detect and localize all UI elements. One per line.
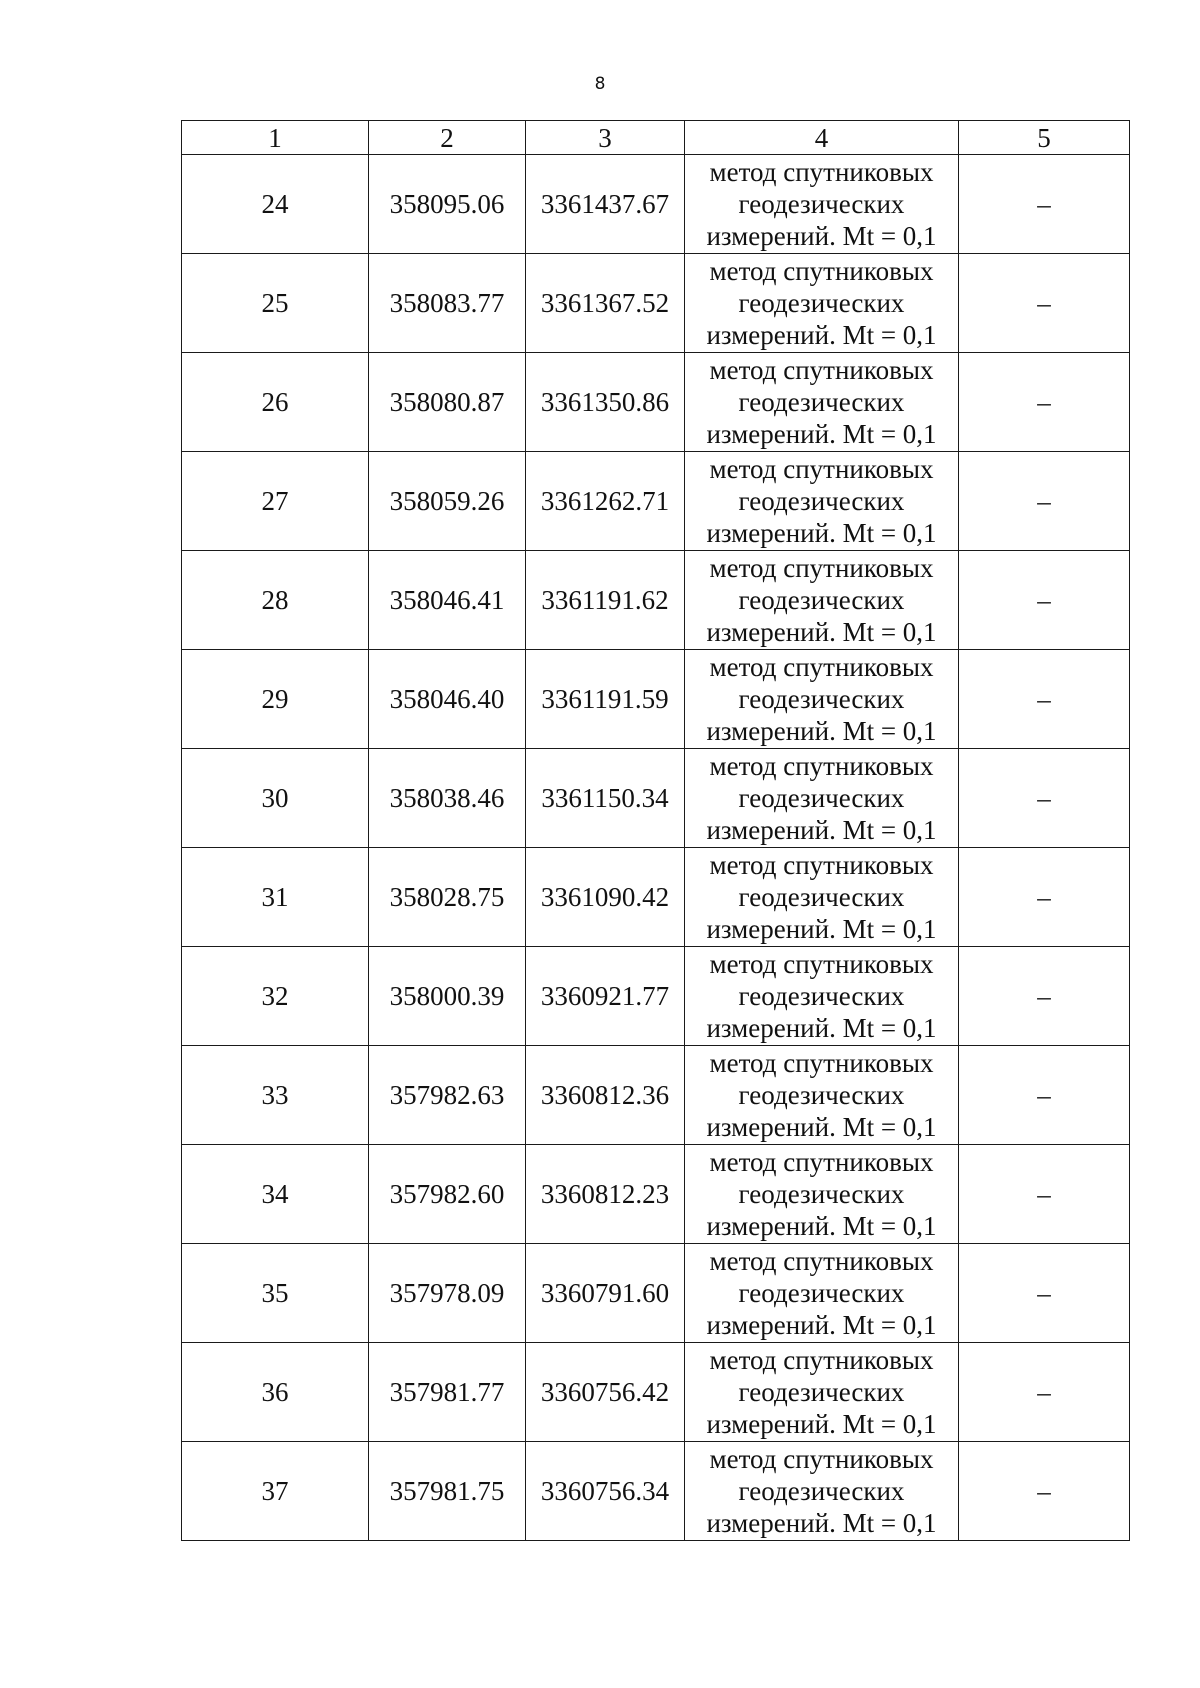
method-line: геодезических <box>738 684 905 714</box>
table-row <box>182 848 1130 947</box>
table-row <box>182 452 1130 551</box>
y-coordinate-cell: 3361437.67 <box>526 155 685 254</box>
y-coordinate-cell: 3360791.60 <box>526 1244 685 1343</box>
x-coordinate-cell: 358083.77 <box>369 254 526 353</box>
method-line: метод спутниковых <box>709 157 934 187</box>
note-cell: – <box>959 1046 1130 1145</box>
x-coordinate-cell: 357978.09 <box>369 1244 526 1343</box>
note-cell: – <box>959 749 1130 848</box>
point-number-cell: 33 <box>182 1046 369 1145</box>
method-line: геодезических <box>738 585 905 615</box>
method-cell <box>685 947 959 1046</box>
x-coordinate-cell: 358028.75 <box>369 848 526 947</box>
table-row <box>182 749 1130 848</box>
method-cell <box>685 848 959 947</box>
method-line: метод спутниковых <box>709 1246 934 1276</box>
method-cell <box>685 155 959 254</box>
method-line: геодезических <box>738 1278 905 1308</box>
y-coordinate-cell: 3360812.23 <box>526 1145 685 1244</box>
table-row <box>182 155 1130 254</box>
column-header-3: 3 <box>526 121 685 155</box>
y-coordinate-cell: 3360812.36 <box>526 1046 685 1145</box>
column-header-4: 4 <box>685 121 959 155</box>
method-line: геодезических <box>738 486 905 516</box>
table-row <box>182 1046 1130 1145</box>
table-row <box>182 1244 1130 1343</box>
point-number-cell: 34 <box>182 1145 369 1244</box>
method-cell <box>685 353 959 452</box>
table-row <box>182 353 1130 452</box>
note-cell: – <box>959 1145 1130 1244</box>
method-line: метод спутниковых <box>709 1147 934 1177</box>
point-number-cell: 26 <box>182 353 369 452</box>
method-line: измерений. Mt = 0,1 <box>706 1112 937 1142</box>
y-coordinate-cell: 3361262.71 <box>526 452 685 551</box>
note-cell: – <box>959 1442 1130 1541</box>
method-line: метод спутниковых <box>709 652 934 682</box>
column-header-5: 5 <box>959 121 1130 155</box>
point-number-cell: 24 <box>182 155 369 254</box>
table-row <box>182 947 1130 1046</box>
method-line: измерений. Mt = 0,1 <box>706 1310 937 1340</box>
point-number-cell: 36 <box>182 1343 369 1442</box>
method-line: измерений. Mt = 0,1 <box>706 1409 937 1439</box>
method-line: геодезических <box>738 1080 905 1110</box>
method-line: метод спутниковых <box>709 1345 934 1375</box>
table-row <box>182 551 1130 650</box>
method-line: измерений. Mt = 0,1 <box>706 716 937 746</box>
table-header-row <box>182 121 1130 155</box>
method-line: метод спутниковых <box>709 355 934 385</box>
point-number-cell: 37 <box>182 1442 369 1541</box>
method-cell <box>685 1145 959 1244</box>
x-coordinate-cell: 357981.77 <box>369 1343 526 1442</box>
method-line: измерений. Mt = 0,1 <box>706 320 937 350</box>
method-line: метод спутниковых <box>709 1048 934 1078</box>
x-coordinate-cell: 357982.60 <box>369 1145 526 1244</box>
method-line: измерений. Mt = 0,1 <box>706 1508 937 1538</box>
point-number-cell: 25 <box>182 254 369 353</box>
method-line: измерений. Mt = 0,1 <box>706 617 937 647</box>
method-line: метод спутниковых <box>709 751 934 781</box>
page-number: 8 <box>594 74 606 94</box>
note-cell: – <box>959 1343 1130 1442</box>
method-line: измерений. Mt = 0,1 <box>706 914 937 944</box>
y-coordinate-cell: 3361090.42 <box>526 848 685 947</box>
point-number-cell: 31 <box>182 848 369 947</box>
method-line: геодезических <box>738 1377 905 1407</box>
note-cell: – <box>959 155 1130 254</box>
method-line: метод спутниковых <box>709 454 934 484</box>
method-cell <box>685 1442 959 1541</box>
x-coordinate-cell: 358080.87 <box>369 353 526 452</box>
note-cell: – <box>959 947 1130 1046</box>
method-cell <box>685 551 959 650</box>
method-cell <box>685 254 959 353</box>
point-number-cell: 27 <box>182 452 369 551</box>
x-coordinate-cell: 358046.41 <box>369 551 526 650</box>
note-cell: – <box>959 1244 1130 1343</box>
coordinates-table <box>181 120 1130 1541</box>
y-coordinate-cell: 3360756.42 <box>526 1343 685 1442</box>
method-line: метод спутниковых <box>709 1444 934 1474</box>
point-number-cell: 35 <box>182 1244 369 1343</box>
column-header-1: 1 <box>182 121 369 155</box>
table-body <box>182 155 1130 1541</box>
point-number-cell: 29 <box>182 650 369 749</box>
note-cell: – <box>959 848 1130 947</box>
method-cell <box>685 650 959 749</box>
method-line: геодезических <box>738 783 905 813</box>
table-row <box>182 254 1130 353</box>
point-number-cell: 32 <box>182 947 369 1046</box>
column-header-2: 2 <box>369 121 526 155</box>
note-cell: – <box>959 452 1130 551</box>
table-row <box>182 650 1130 749</box>
method-line: метод спутниковых <box>709 256 934 286</box>
method-line: метод спутниковых <box>709 553 934 583</box>
x-coordinate-cell: 358059.26 <box>369 452 526 551</box>
method-line: измерений. Mt = 0,1 <box>706 1211 937 1241</box>
method-line: геодезических <box>738 1476 905 1506</box>
x-coordinate-cell: 358046.40 <box>369 650 526 749</box>
method-line: геодезических <box>738 189 905 219</box>
method-line: геодезических <box>738 882 905 912</box>
method-line: измерений. Mt = 0,1 <box>706 518 937 548</box>
method-line: метод спутниковых <box>709 850 934 880</box>
y-coordinate-cell: 3361191.62 <box>526 551 685 650</box>
method-cell <box>685 1244 959 1343</box>
point-number-cell: 30 <box>182 749 369 848</box>
table-row <box>182 1145 1130 1244</box>
method-line: метод спутниковых <box>709 949 934 979</box>
method-line: геодезических <box>738 1179 905 1209</box>
method-cell <box>685 452 959 551</box>
note-cell: – <box>959 650 1130 749</box>
note-cell: – <box>959 254 1130 353</box>
method-line: измерений. Mt = 0,1 <box>706 815 937 845</box>
point-number-cell: 28 <box>182 551 369 650</box>
method-cell <box>685 1343 959 1442</box>
y-coordinate-cell: 3361150.34 <box>526 749 685 848</box>
x-coordinate-cell: 358038.46 <box>369 749 526 848</box>
method-line: измерений. Mt = 0,1 <box>706 1013 937 1043</box>
x-coordinate-cell: 357981.75 <box>369 1442 526 1541</box>
method-line: измерений. Mt = 0,1 <box>706 419 937 449</box>
method-cell <box>685 1046 959 1145</box>
method-cell <box>685 749 959 848</box>
x-coordinate-cell: 358000.39 <box>369 947 526 1046</box>
table-row <box>182 1442 1130 1541</box>
y-coordinate-cell: 3361191.59 <box>526 650 685 749</box>
x-coordinate-cell: 358095.06 <box>369 155 526 254</box>
y-coordinate-cell: 3360756.34 <box>526 1442 685 1541</box>
method-line: измерений. Mt = 0,1 <box>706 221 937 251</box>
note-cell: – <box>959 353 1130 452</box>
method-line: геодезических <box>738 981 905 1011</box>
table-row <box>182 1343 1130 1442</box>
y-coordinate-cell: 3361367.52 <box>526 254 685 353</box>
method-line: геодезических <box>738 288 905 318</box>
method-line: геодезических <box>738 387 905 417</box>
y-coordinate-cell: 3360921.77 <box>526 947 685 1046</box>
note-cell: – <box>959 551 1130 650</box>
x-coordinate-cell: 357982.63 <box>369 1046 526 1145</box>
y-coordinate-cell: 3361350.86 <box>526 353 685 452</box>
